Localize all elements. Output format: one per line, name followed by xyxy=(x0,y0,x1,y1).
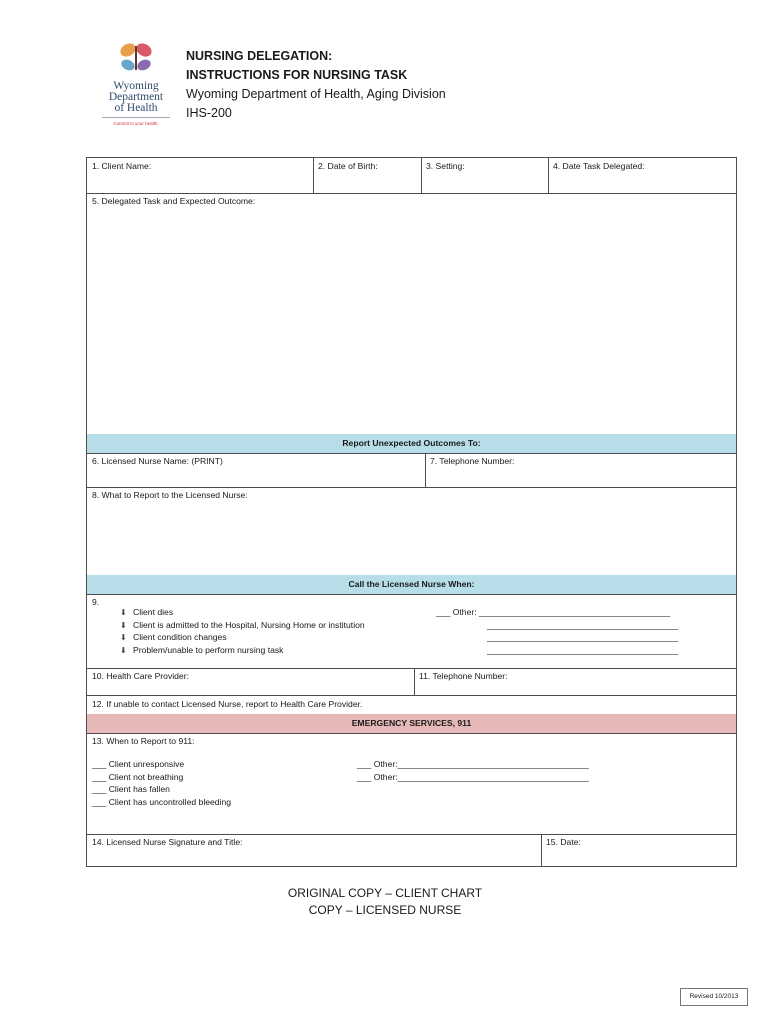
down-arrow-icon: ⬇ xyxy=(120,608,127,617)
call-condition-item xyxy=(120,606,420,619)
call-condition-text: Client condition changes xyxy=(133,632,227,642)
date-task-delegated-field[interactable] xyxy=(548,158,736,193)
form-id: IHS-200 xyxy=(186,106,232,120)
other-condition-line[interactable]: ___ Other: ________________________________________ xyxy=(436,607,671,617)
provider-telephone-label: 11. Telephone Number: xyxy=(419,671,508,681)
emergency-condition-item[interactable]: ___ Client has uncontrolled bleeding xyxy=(92,796,232,807)
when-to-report-911-section xyxy=(87,733,736,834)
call-nurse-header: Call the Licensed Nurse When: xyxy=(87,575,736,594)
call-condition-text: Client is admitted to the Hospital, Nursing Home or institution xyxy=(133,619,365,630)
licensed-nurse-name-field[interactable] xyxy=(87,453,425,487)
emergency-condition-item[interactable]: ___ Client not breathing xyxy=(92,771,184,782)
nurse-signature-field[interactable] xyxy=(87,834,541,866)
date-task-delegated-label: 4. Date Task Delegated: xyxy=(553,161,645,171)
signature-date-field[interactable] xyxy=(541,834,736,866)
unable-to-contact-note xyxy=(87,695,736,714)
down-arrow-icon: ⬇ xyxy=(120,633,127,642)
department-name: Wyoming Department of Health, Aging Division xyxy=(186,87,446,101)
signature-date-label: 15. Date: xyxy=(546,837,581,847)
copy-instruction-line-2: COPY – LICENSED NURSE xyxy=(308,903,462,917)
provider-telephone-field[interactable] xyxy=(414,668,736,695)
unable-to-contact-text: 12. If unable to contact Licensed Nurse, report to Health Care Provider. xyxy=(92,699,363,709)
date-of-birth-label: 2. Date of Birth: xyxy=(318,161,378,171)
call-condition-text: Client dies xyxy=(133,607,174,617)
item-9-label: 9. xyxy=(92,597,100,607)
delegated-task-field[interactable] xyxy=(87,193,736,434)
call-condition-item xyxy=(120,631,420,644)
client-name-label: 1. Client Name: xyxy=(92,161,152,171)
emergency-other-line[interactable]: ___ Other:________________________________________ xyxy=(357,759,589,769)
logo-divider xyxy=(102,117,170,118)
call-condition-text: Problem/unable to perform nursing task xyxy=(133,644,284,655)
logo-line-3: of Health xyxy=(114,102,158,114)
what-to-report-label: 8. What to Report to the Licensed Nurse: xyxy=(92,490,248,500)
call-condition-item xyxy=(120,644,420,657)
emergency-condition-item[interactable]: ___ Client unresponsive xyxy=(92,759,185,769)
logo-tagline: Commit to your health. xyxy=(113,121,159,126)
call-conditions-section xyxy=(87,594,736,668)
emergency-services-header: EMERGENCY SERVICES, 911 xyxy=(87,714,736,733)
down-arrow-icon: ⬇ xyxy=(120,645,127,655)
licensed-nurse-name-label: 6. Licensed Nurse Name: (PRINT) xyxy=(92,456,223,466)
health-care-provider-field[interactable] xyxy=(87,668,414,695)
logo-line-2: Department xyxy=(108,91,164,103)
emergency-condition-item[interactable]: ___ Client has fallen xyxy=(92,784,170,794)
form-title-line-2: INSTRUCTIONS FOR NURSING TASK xyxy=(186,68,408,82)
nurse-telephone-field[interactable] xyxy=(425,453,736,487)
logo-line-1: Wyoming xyxy=(113,80,159,92)
emergency-other-line[interactable]: ___ Other:________________________________________ xyxy=(357,771,589,782)
other-condition-line[interactable]: ________________________________________ xyxy=(487,632,679,642)
setting-field[interactable] xyxy=(421,158,548,193)
copy-instruction-line-1: ORIGINAL COPY – CLIENT CHART xyxy=(287,886,483,900)
nurse-signature-label: 14. Licensed Nurse Signature and Title: xyxy=(92,837,243,847)
report-outcomes-header: Report Unexpected Outcomes To: xyxy=(87,434,736,453)
butterfly-icon xyxy=(114,40,158,76)
setting-label: 3. Setting: xyxy=(426,161,465,171)
date-of-birth-field[interactable] xyxy=(313,158,421,193)
other-condition-line[interactable]: ________________________________________ xyxy=(487,644,679,655)
down-arrow-icon: ⬇ xyxy=(120,620,127,630)
when-to-report-911-label: 13. When to Report to 911: xyxy=(92,736,195,746)
call-condition-item xyxy=(120,619,420,632)
delegated-task-label: 5. Delegated Task and Expected Outcome: xyxy=(92,196,256,206)
delegation-form xyxy=(86,157,737,867)
form-title-line-1: NURSING DELEGATION: xyxy=(186,49,333,63)
revision-date: Revised 10/2013 xyxy=(680,988,748,1006)
other-condition-line[interactable]: ________________________________________ xyxy=(487,619,679,630)
nurse-telephone-label: 7. Telephone Number: xyxy=(430,456,515,466)
wyoming-health-logo xyxy=(98,40,174,124)
client-name-field[interactable] xyxy=(87,158,313,193)
what-to-report-field[interactable] xyxy=(87,487,736,575)
health-care-provider-label: 10. Health Care Provider: xyxy=(92,671,189,681)
